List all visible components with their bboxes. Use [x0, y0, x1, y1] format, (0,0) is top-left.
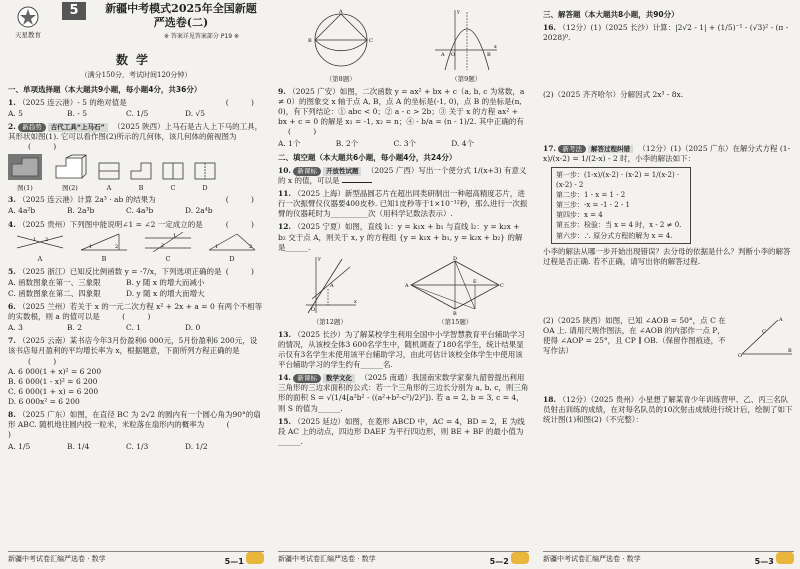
fig-caption: 图(1) — [17, 183, 33, 192]
question-5 — [8, 267, 264, 299]
page-3-footer — [543, 551, 794, 565]
q2-figures — [8, 154, 264, 192]
trend-tag: 新考法 — [558, 145, 586, 154]
svg-text:A: A — [338, 9, 343, 15]
options-row-1 — [8, 278, 264, 288]
svg-text:2: 2 — [249, 243, 253, 250]
svg-text:O: O — [738, 352, 743, 358]
topic-tag: 开放性试题 — [323, 167, 362, 176]
question-number: 17. — [543, 143, 557, 153]
answer-paren: ( ) — [288, 127, 327, 137]
answer-note: ※ 答案详见答案部分 P19 ※ — [164, 33, 240, 40]
subject-title: 数学 — [115, 53, 156, 67]
angle-construction-figure — [738, 316, 794, 358]
topic-tag: 数学文化 — [323, 374, 355, 383]
question-number: 8. — [8, 410, 16, 420]
option-a: A. 1个 — [278, 138, 301, 148]
question-part-2: (2)（2025 齐齐哈尔）分解因式 2x³ - 8x. — [543, 90, 684, 100]
solution-step: 第四步：x = 4 — [556, 211, 603, 220]
paper-number-badge: 5 — [62, 2, 86, 20]
answer-paren: ( ) — [225, 266, 264, 276]
option-b: B. 1/4 — [67, 441, 90, 451]
q2-options — [98, 162, 216, 192]
option-d: D. 0 — [185, 323, 201, 333]
question-18 — [543, 395, 794, 425]
question-text: （2025 广安）如图，二次函数 y = ax² + bx + c（a, b, c 为常数，a ≠ 0）的图象交 x 轴于点 A, B，点 A 的坐标是(-1, 0)，点 B 的坐标是(n, 0)，有下列结论：① abc < 0；② a - c > 2b；③ 关于 x 的方程 ax² + bx + c = 0 的解是 x₁ = -1, x₂ = n；④ - b/a = (n - 1)/2. 其中正确的有 — [278, 86, 525, 127]
trend-tag: 新课标 — [293, 374, 321, 383]
question-8 — [8, 410, 264, 452]
svg-text:x: x — [494, 44, 498, 50]
question-12 — [278, 222, 529, 252]
question-number: 6. — [8, 301, 16, 311]
question-16 — [543, 23, 794, 43]
question-7 — [8, 336, 264, 407]
option-a: A. 1/5 — [8, 441, 31, 451]
question-11 — [278, 189, 529, 219]
option-a: A. 6 000(1 + x)² = 6 200 — [8, 366, 102, 376]
svg-text:C: C — [500, 282, 505, 289]
answer-paren: ( ) — [225, 195, 264, 205]
question-text: （2025 云南）某书店今年3月份盈利6 000元，5月份盈利6 200元，设该书店每月盈利的平均增长率为 x，根据题意，下面所列方程正确的是 — [8, 336, 258, 356]
question-number: 13. — [278, 329, 292, 339]
option-b: B. y 随 x 的增大而减小 — [126, 277, 205, 287]
page-2-footer — [278, 551, 529, 565]
section-2-title: 二、填空题（本大题共6小题，每小题4分，共24分） — [278, 152, 457, 162]
option-c: C. 函数图象在第二、四象限 — [8, 288, 101, 298]
option-c: C. 6 000(1 + x) = 6 200 — [8, 386, 99, 396]
question-number: 1. — [8, 97, 16, 107]
view-a-figure — [98, 162, 120, 180]
question-text: （2025 陕西）上马石是古人上下马的工具，其形状如图(1). 它可以看作图(2)所示的几何体，该几何体的俯视图为 — [8, 122, 263, 142]
brand-stamp-icon — [511, 552, 529, 564]
option-c: 1 2 C — [143, 232, 193, 264]
options — [8, 206, 264, 216]
option-a: A. 5 — [8, 108, 23, 118]
option-b: 1 2 B — [79, 232, 129, 264]
solution-steps-box — [551, 167, 691, 244]
svg-text:2: 2 — [161, 242, 165, 249]
answer-space[interactable] — [543, 101, 794, 141]
question-prompt: 小李的解法从哪一步开始出现错误？去分母的依据是什么？判断小李的解答过程是否正确. 若不正确，请写出你的解答过程. — [543, 246, 791, 266]
page-1-footer — [8, 551, 264, 565]
option-c: C. 1/5 — [126, 108, 149, 118]
question-number: 14. — [278, 373, 292, 383]
option-d: D — [194, 162, 216, 192]
svg-text:C: C — [368, 38, 373, 44]
question-text: （2025 浙江）已知反比例函数 y = -7/x，下列选项正确的是 — [18, 266, 222, 276]
solution-step: 第五步：检验：当 x = 4 时，x - 2 ≠ 0. — [556, 221, 682, 230]
question-number: 12. — [278, 222, 292, 232]
trend-tag: 新趋势 — [18, 123, 46, 132]
fig-caption: （第12题） — [312, 317, 347, 326]
question-2 — [8, 122, 264, 192]
options — [8, 442, 264, 452]
trend-tag: 新课标 — [293, 167, 321, 176]
svg-text:A: A — [405, 282, 409, 289]
question-number: 18. — [543, 394, 557, 404]
svg-text:A: A — [329, 282, 334, 289]
question-number: 7. — [8, 336, 16, 346]
question-text: （12分）(1)（2025 广东）在解分式方程 (1-x)/(x-2) = 1/(2-x) - 2 时，小李的解法如下： — [543, 143, 791, 163]
answer-paren: ( ) — [8, 420, 240, 440]
solution-step: 第三步：-x = -1 - 2 - 1 — [556, 201, 630, 210]
lines-intersection-figure — [302, 255, 358, 315]
star-logo-icon — [17, 6, 39, 28]
answer-paren: ( ) — [225, 97, 264, 107]
view-c-figure — [162, 162, 184, 180]
answer-paren: ( ) — [225, 219, 264, 229]
circle-sector-figure — [306, 8, 376, 72]
svg-text:E: E — [473, 278, 477, 285]
question-text: （2025 贵州）下列图中能说明∠1 = ∠2 一定成立的是 — [18, 219, 203, 229]
svg-text:A: A — [779, 316, 783, 323]
solution-step: 第二步：1 - x = 1 - 2 — [556, 191, 626, 200]
topic-tag: 古代工具“上马石” — [48, 123, 108, 132]
solid-figure — [52, 154, 88, 180]
fig-caption: 图(2) — [62, 183, 78, 192]
question-part-1: （12分）(1)（2025 长沙）计算：|2√2 - 1| + (1/5)⁻¹ - (√3)² - (π - 2028)⁰. — [543, 23, 789, 43]
option-c: C. 4a³b — [126, 206, 154, 216]
options-row-2 — [8, 289, 264, 299]
svg-text:x: x — [353, 298, 357, 305]
q2-fig2 — [52, 154, 88, 192]
option-b: B. - 5 — [67, 108, 87, 118]
page-2-column — [278, 6, 529, 447]
option-d: D. 4个 — [451, 138, 475, 148]
answer-paren: ( ) — [122, 312, 161, 322]
exam-info: （满分150分，考试时间120分钟） — [80, 71, 192, 80]
page-number: 5—2 — [489, 556, 509, 566]
question-number: 3. — [8, 195, 16, 205]
paper-title-line1: 新疆中考模式2025年全国新题 — [105, 2, 257, 15]
question-10 — [278, 166, 529, 186]
option-c: C. 1/3 — [126, 441, 149, 451]
question-16-part-2 — [543, 90, 794, 100]
answer-paren: ( ) — [28, 356, 67, 366]
page-number: 5—1 — [224, 556, 244, 566]
question-4 — [8, 220, 264, 264]
answer-space[interactable] — [543, 43, 794, 87]
option-c: C. 1 — [126, 323, 142, 333]
option-b: B. 2a³b — [67, 206, 95, 216]
view-d-figure — [194, 162, 216, 180]
option-c: C — [162, 162, 184, 192]
question-6 — [8, 302, 264, 333]
question-text: （2025 南通）我国南宋数学家秦九韶曾提出利用三角形的三边求面积的公式：若一个三角形的三边长分别为 a, b, c，则三角形的面积 S = √(1/4[a²b² - ((a²+b²-c²)/2)²]). 若 a = 2, b = 3, c = 4，则 S 的值为______. — [278, 373, 529, 413]
page-1-column — [8, 48, 264, 452]
svg-text:O: O — [310, 306, 315, 313]
question-14 — [278, 373, 529, 414]
svg-text:2: 2 — [45, 236, 49, 243]
answer-space[interactable] — [543, 267, 794, 313]
angle-figure-a — [15, 232, 65, 252]
brand-name: 天星教育 — [15, 31, 41, 40]
question-text: （2025 广东）如图，在直径 BC 为 2√2 的圆内有一个圆心角为90°的扇形 ABC. 随机地往圆内投一粒米，米粒落在扇形内的概率为 — [8, 410, 261, 430]
section-3-title: 三、解答题（本大题共8小题，共90分） — [543, 10, 679, 19]
option-d: D. 6 000x² = 6 200 — [8, 397, 80, 407]
fig12-fig15 — [278, 255, 529, 327]
question-3 — [8, 195, 264, 216]
question-text: （2025 连云港）计算 2a³ · ab 的结果为 — [18, 195, 156, 205]
page-number: 5—3 — [754, 556, 774, 566]
fig-caption: （第9题） — [451, 75, 482, 84]
svg-text:A: A — [441, 52, 445, 58]
question-9 — [278, 87, 529, 149]
fig12 — [302, 255, 358, 327]
q4-figures — [8, 232, 264, 264]
option-b: B. 2个 — [335, 138, 359, 148]
svg-text:1: 1 — [215, 243, 219, 250]
svg-text:C: C — [762, 328, 766, 335]
angle-figure-d — [207, 232, 257, 252]
question-text: （2025 上海）新型晶圆芯片在超出同类研制出一种超高精度芯片，进行一次振臂仪仪器要400皮秒. 已知1皮秒等于1×10⁻¹²秒，那么进行一次振臂的仪器耗时为__________次（用科学记数法表示）. — [278, 189, 528, 219]
topic-tag: 解答过程纠错 — [588, 145, 633, 154]
question-text: （2025 广西）写出一个使分式 1/(x+3) 有意义的 x 的值，可以是 — [278, 165, 527, 185]
option-d: D. y 随 x 的增大而增大 — [126, 288, 205, 298]
option-a: A. 4a²b — [8, 206, 36, 216]
question-number: 10. — [278, 165, 292, 175]
svg-text:y: y — [457, 9, 461, 15]
question-15 — [278, 417, 529, 447]
svg-text:y: y — [317, 255, 321, 262]
question-text: （2025 长沙）为了解某校学生利用全国中小学智慧教育平台辅助学习的情况，从该校全体3 600名学生中，随机调查了180名学生，统计结果显示仅有3名学生未使用该平台辅助学习，由此可估计该校全体学生中使用该平台辅助学习的学生约有______名. — [278, 329, 525, 370]
fig-caption: （第8题） — [325, 75, 356, 84]
rhombus-figure — [405, 255, 505, 315]
answer-blank[interactable] — [342, 182, 372, 183]
fig-caption: （第15题） — [438, 317, 473, 326]
brand-stamp-icon — [246, 552, 264, 564]
svg-text:B: B — [453, 310, 457, 315]
question-part-2: (2)（2025 陕西）如图，已知 ∠AOB = 50°，点 C 在 OA 上. 请用尺规作图法，在 ∠AOB 的内部作一点 P，使得 ∠AOP = 25°，且 CP ∥ OB.（保留作图痕迹，不写作法） — [543, 315, 726, 356]
question-text: （2025 兰州）若关于 x 的一元二次方程 x² + 2x + a = 0 有两个不相等的实数根，则 a 的值可以是 — [8, 301, 263, 322]
question-number: 15. — [278, 416, 292, 426]
question-text: （2025 延边）如图，在菱形 ABCD 中，AC = 4，BD = 2，E 为线段 AC 上的动点，四边形 DAEF 为平行四边形，则 BE + BF 的最小值为______. — [278, 416, 525, 446]
question-number: 9. — [278, 86, 286, 96]
page-3-column — [543, 6, 794, 425]
option-d: 1 2 D — [207, 232, 257, 264]
fig9 — [431, 8, 501, 84]
page-3 — [535, 0, 800, 569]
angle-figure-c — [143, 232, 193, 252]
fig8 — [306, 8, 376, 84]
svg-text:1: 1 — [89, 243, 93, 250]
question-17 — [543, 144, 794, 267]
answer-paren: ( ) — [28, 142, 67, 152]
paper-title — [96, 2, 266, 30]
svg-text:B: B — [487, 52, 491, 58]
option-b: B. 2 — [67, 323, 83, 333]
option-c: C. 3个 — [393, 138, 417, 148]
question-text: （2025 连云港）- 5 的绝对值是 — [18, 97, 127, 107]
question-number: 2. — [8, 122, 16, 131]
paper-title-line2: 严选卷(二) — [153, 16, 209, 29]
view-b-figure — [130, 162, 152, 180]
svg-text:D: D — [453, 255, 458, 262]
page-1 — [0, 0, 270, 569]
option-a: A. 3 — [8, 323, 23, 333]
question-number: 11. — [278, 189, 292, 199]
question-number: 16. — [543, 23, 557, 33]
question-number: 5. — [8, 266, 16, 276]
paper-header — [0, 0, 270, 48]
option-a: A. 函数图象在第一、三象限 — [8, 277, 101, 287]
svg-text:1: 1 — [173, 232, 177, 239]
stone-photo-figure — [8, 154, 42, 180]
question-17-part-2 — [543, 316, 794, 358]
question-13 — [278, 330, 529, 371]
footer-title: 新疆中考试卷汇编严选卷 · 数学 — [543, 554, 641, 563]
svg-text:O: O — [451, 52, 456, 58]
option-b: B — [130, 162, 152, 192]
solution-step: 第一步：(1-x)/(x-2) · (x-2) = 1/(x-2) · (x-2) - 2 — [556, 170, 680, 189]
q2-fig1 — [8, 154, 42, 192]
question-text: （2025 宁夏）如图，直线 l₁：y = k₁x + b₁ 与直线 l₂：y = k₂x + b₂ 交于点 A，则关于 x, y 的方程组 {y = k₁x + b₁, y = k₂x + b₂} 的解是______. — [278, 222, 523, 252]
options — [8, 323, 264, 333]
footer-title: 新疆中考试卷汇编严选卷 · 数学 — [8, 554, 106, 563]
fig15 — [405, 255, 505, 327]
footer-title: 新疆中考试卷汇编严选卷 · 数学 — [278, 554, 376, 563]
svg-text:2: 2 — [115, 243, 119, 250]
brand-logo — [8, 6, 48, 40]
question-number: 4. — [8, 219, 16, 229]
svg-text:1: 1 — [33, 236, 37, 243]
options — [278, 139, 529, 149]
parabola-figure — [431, 8, 501, 72]
question-1 — [8, 98, 264, 119]
page-2 — [270, 0, 535, 569]
option-d: D. √5 — [185, 108, 206, 118]
option-a: A — [98, 162, 120, 192]
svg-text:B: B — [788, 347, 792, 354]
option-d: D. 1/2 — [185, 441, 208, 451]
options — [8, 109, 264, 119]
option-a: 1 2 A — [15, 232, 65, 264]
angle-figure-b — [79, 232, 129, 252]
option-d: D. 2a⁴b — [185, 206, 213, 216]
brand-stamp-icon — [776, 552, 794, 564]
option-b: B. 6 000(1 - x)² = 6 200 — [8, 376, 98, 386]
fig8-fig9 — [278, 8, 529, 84]
answer-space[interactable] — [543, 358, 794, 392]
svg-text:B: B — [307, 38, 312, 44]
solution-step: 第六步：∴ 原分式方程的解为 x = 4. — [556, 231, 673, 240]
section-1-title: 一、单项选择题（本大题共9小题，每小题4分，共36分） — [8, 84, 202, 94]
question-text: （12分）（2025 贵州）小星想了解某青少年训练营甲、乙、丙三名队员射击训练的成绩，在对每名队员的10次射击成绩进行统计后，绘制了如下统计图(1)和图(2)（不完整）： — [543, 394, 793, 425]
